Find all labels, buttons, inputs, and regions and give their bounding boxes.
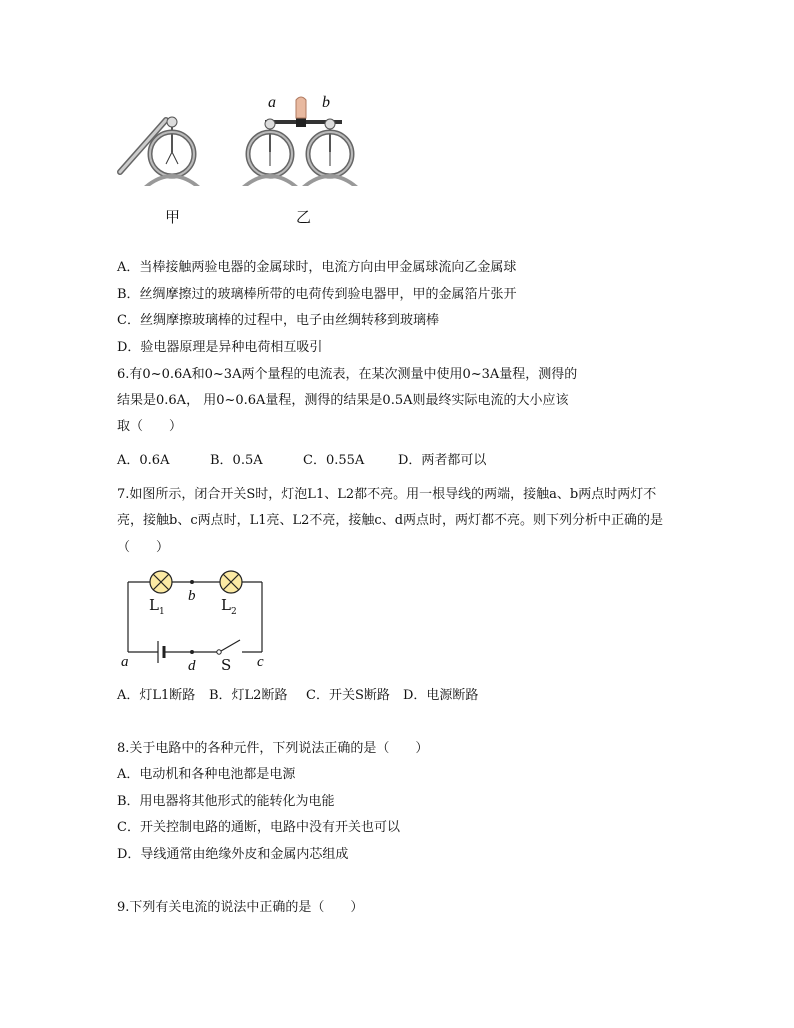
q6-option-c: C．0.55A	[303, 453, 365, 468]
q6-stem-line3: 取（ ）	[117, 419, 183, 434]
q7-stem-line2: 亮，接触b、c两点时，L1亮、L2不亮，接触c、d两点时，两灯都不亮。则下列分析中正确的是	[117, 513, 664, 528]
q6-options	[117, 452, 486, 470]
figure1-point-b: b	[322, 94, 330, 111]
circuit-label-l1: $L_1$	[149, 596, 165, 617]
q8-option-d: D．导线通常由绝缘外皮和金属内芯组成	[117, 847, 349, 862]
figure1-label-yi: 乙	[296, 208, 312, 226]
q7-stem-line1: 7.如图所示，闭合开关S时，灯泡L1、L2都不亮。用一根导线的两端，接触a、b两点时两灯不	[117, 487, 657, 502]
q6-stem-line1: 6.有0~0.6A和0~3A两个量程的电流表，在某次测量中使用0~3A量程，测得的	[117, 367, 578, 382]
switch-icon	[217, 640, 240, 654]
q7-stem-line3: （ ）	[117, 540, 170, 555]
q8-stem: 8.关于电路中的各种元件，下列说法正确的是（ ）	[117, 741, 429, 756]
q5-option-d: D．验电器原理是异种电荷相互吸引	[117, 340, 323, 355]
electroscope-jia	[144, 117, 200, 186]
figure1-label-jia: 甲	[165, 208, 181, 226]
q8-option-c: C．开关控制电路的通断，电路中没有开关也可以	[117, 820, 400, 835]
battery-icon	[158, 641, 164, 663]
q5-option-a: A．当棒接触两验电器的金属球时，电流方向由甲金属球流向乙金属球	[117, 260, 517, 275]
q6-option-b: B．0.5A	[210, 453, 263, 468]
lamp-l2-icon	[220, 571, 242, 593]
q7-option-a: A．灯L1断路	[117, 688, 196, 703]
q8-option-b: B．用电器将其他形式的能转化为电能	[117, 794, 335, 809]
electroscope-yi-left	[242, 119, 298, 186]
q6-option-d: D．两者都可以	[398, 453, 487, 468]
q9-stem: 9.下列有关电流的说法中正确的是（ ）	[117, 900, 364, 915]
circuit-point-c: c	[257, 654, 264, 670]
q7-option-c: C．开关S断路	[306, 688, 390, 703]
electroscope-yi-right	[302, 119, 358, 186]
circuit-point-b: b	[188, 588, 196, 604]
q7-option-d: D．电源断路	[403, 688, 479, 703]
q6-stem-line2: 结果是0.6A， 用0~0.6A量程，测得的结果是0.5A则最终实际电流的大小应该	[117, 393, 569, 408]
lamp-l1-icon	[150, 571, 172, 593]
circuit-label-l2: $L_2$	[221, 596, 237, 617]
q8-option-a: A．电动机和各种电池都是电源	[117, 767, 296, 782]
q5-option-b: B．丝绸摩擦过的玻璃棒所带的电荷传到验电器甲，甲的金属箔片张开	[117, 287, 517, 302]
figure1-point-a: a	[268, 94, 276, 111]
circuit-switch-label: S	[221, 656, 232, 674]
circuit-point-d: d	[188, 658, 196, 674]
circuit-point-a: a	[121, 654, 129, 670]
q7-option-b: B．灯L2断路	[209, 688, 288, 703]
q5-option-c: C．丝绸摩擦玻璃棒的过程中，电子由丝绸转移到玻璃棒	[117, 313, 439, 328]
q7-options	[117, 687, 478, 705]
q6-option-a: A．0.6A	[117, 453, 170, 468]
